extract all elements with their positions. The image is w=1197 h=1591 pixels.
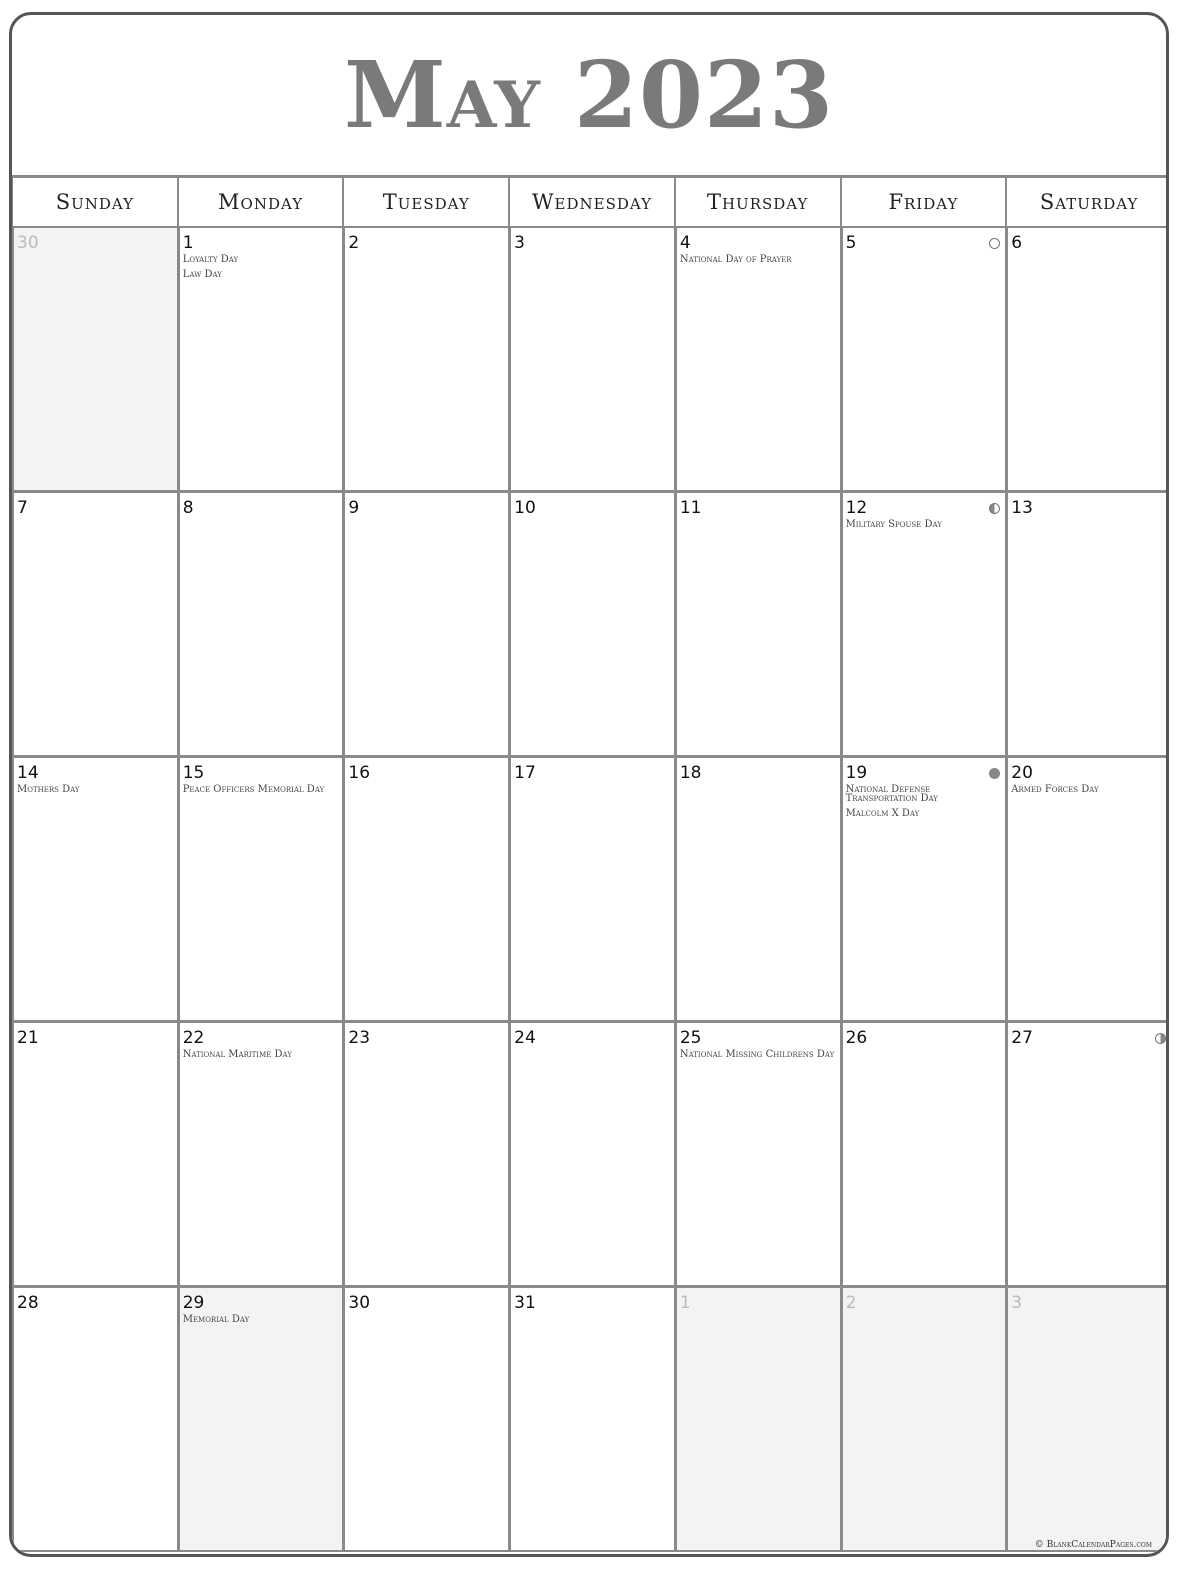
- event-list: [17, 785, 175, 800]
- day-number: 3: [514, 233, 525, 253]
- event-list: [680, 1050, 838, 1065]
- day-cell: [343, 1022, 509, 1287]
- day-number: 16: [348, 763, 371, 783]
- day-number: 14: [17, 763, 39, 783]
- day-cell: [178, 227, 344, 492]
- calendar-grid: [12, 175, 1169, 1552]
- day-cell: [343, 1287, 509, 1552]
- day-number: 6: [1011, 233, 1023, 253]
- event-label: Loyalty Day: [182, 254, 239, 265]
- weekday-header-monday: Monday: [178, 175, 344, 227]
- credit-text: © BlankCalendarPages.com: [1034, 1540, 1152, 1550]
- day-cell: [509, 492, 675, 757]
- weekday-header-saturday: Saturday: [1006, 175, 1169, 227]
- day-number: 12: [845, 498, 868, 518]
- day-number: 9: [348, 498, 360, 518]
- day-number: 10: [514, 498, 536, 518]
- day-cell-other-month: [1006, 1287, 1169, 1552]
- day-number: 3: [1011, 1293, 1023, 1313]
- day-number: 27: [1011, 1028, 1033, 1048]
- day-number: 23: [348, 1028, 371, 1048]
- event-label: National Missing Childrens Day: [679, 1049, 835, 1060]
- day-cell-other-month: [675, 1287, 841, 1552]
- event-list: [680, 255, 838, 270]
- weekday-header-thursday: Thursday: [675, 175, 841, 227]
- day-cell: [178, 1022, 344, 1287]
- last-quarter-moon-icon: [989, 503, 1000, 514]
- day-cell: [343, 492, 509, 757]
- day-number: 1: [679, 1293, 691, 1313]
- full-moon-icon: [989, 238, 1000, 249]
- event-list: [846, 520, 1004, 535]
- day-number: 2: [845, 1293, 857, 1313]
- day-cell: [509, 227, 675, 492]
- day-number: 30: [348, 1293, 371, 1313]
- event-list: [183, 1050, 341, 1065]
- day-cell: [675, 492, 841, 757]
- day-cell: [509, 1287, 675, 1552]
- day-number: 2: [348, 233, 360, 253]
- event-label: National Day of Prayer: [679, 254, 792, 265]
- day-number: 22: [182, 1028, 205, 1048]
- day-cell: [178, 1287, 344, 1552]
- new-moon-icon: [989, 768, 1000, 779]
- day-cell: [343, 757, 509, 1022]
- day-number: 19: [845, 763, 868, 783]
- day-number: 20: [1011, 763, 1033, 783]
- day-cell: [1006, 757, 1169, 1022]
- day-number: 26: [845, 1028, 868, 1048]
- day-cell: [509, 1022, 675, 1287]
- day-cell: [1006, 1022, 1169, 1287]
- day-number: 25: [679, 1028, 702, 1048]
- day-number: 28: [17, 1293, 39, 1313]
- day-cell-other-month: [12, 227, 178, 492]
- weekday-header-sunday: Sunday: [12, 175, 178, 227]
- event-label: Malcolm X Day: [845, 808, 920, 819]
- day-cell: [12, 1287, 178, 1552]
- event-label: Mothers Day: [17, 784, 80, 795]
- day-cell: [841, 492, 1007, 757]
- event-label: Peace Officers Memorial Day: [182, 784, 325, 795]
- event-list: [846, 785, 1004, 824]
- day-number: 15: [182, 763, 205, 783]
- day-number: 11: [679, 498, 702, 518]
- event-label: National Maritime Day: [182, 1049, 292, 1060]
- day-cell: [675, 757, 841, 1022]
- day-cell-other-month: [841, 1287, 1007, 1552]
- day-cell: [12, 757, 178, 1022]
- day-cell: [12, 492, 178, 757]
- calendar-frame: [9, 12, 1169, 1557]
- day-number: 5: [845, 233, 857, 253]
- event-label: Armed Forces Day: [1011, 784, 1099, 795]
- day-cell: [841, 757, 1007, 1022]
- day-cell: [841, 227, 1007, 492]
- day-number: 29: [182, 1293, 205, 1313]
- day-number: 24: [514, 1028, 536, 1048]
- day-cell: [509, 757, 675, 1022]
- day-cell: [12, 1022, 178, 1287]
- day-cell: [675, 227, 841, 492]
- day-number: 7: [17, 498, 28, 518]
- weekday-header-friday: Friday: [841, 175, 1007, 227]
- day-cell: [675, 1022, 841, 1287]
- event-list: [183, 255, 341, 285]
- day-cell: [178, 757, 344, 1022]
- first-quarter-moon-icon: [1155, 1033, 1166, 1044]
- day-number: 30: [17, 233, 39, 253]
- weekday-header-wednesday: Wednesday: [509, 175, 675, 227]
- event-label: National Defense Transportation Day: [845, 784, 938, 804]
- event-label: Memorial Day: [182, 1314, 250, 1325]
- day-number: 4: [679, 233, 691, 253]
- day-cell: [343, 227, 509, 492]
- day-cell: [1006, 492, 1169, 757]
- day-cell: [1006, 227, 1169, 492]
- day-cell: [178, 492, 344, 757]
- day-number: 17: [514, 763, 536, 783]
- weekday-header-tuesday: Tuesday: [343, 175, 509, 227]
- day-number: 31: [514, 1293, 536, 1313]
- day-number: 8: [182, 498, 194, 518]
- event-list: [1011, 785, 1169, 800]
- day-number: 1: [182, 233, 194, 253]
- event-list: [183, 785, 341, 800]
- event-label: Military Spouse Day: [845, 519, 942, 530]
- event-list: [183, 1315, 341, 1330]
- day-number: 18: [679, 763, 702, 783]
- day-number: 13: [1011, 498, 1033, 518]
- event-label: Law Day: [182, 269, 222, 280]
- day-number: 21: [17, 1028, 39, 1048]
- day-cell: [841, 1022, 1007, 1287]
- calendar-title: May 2023: [343, 41, 835, 149]
